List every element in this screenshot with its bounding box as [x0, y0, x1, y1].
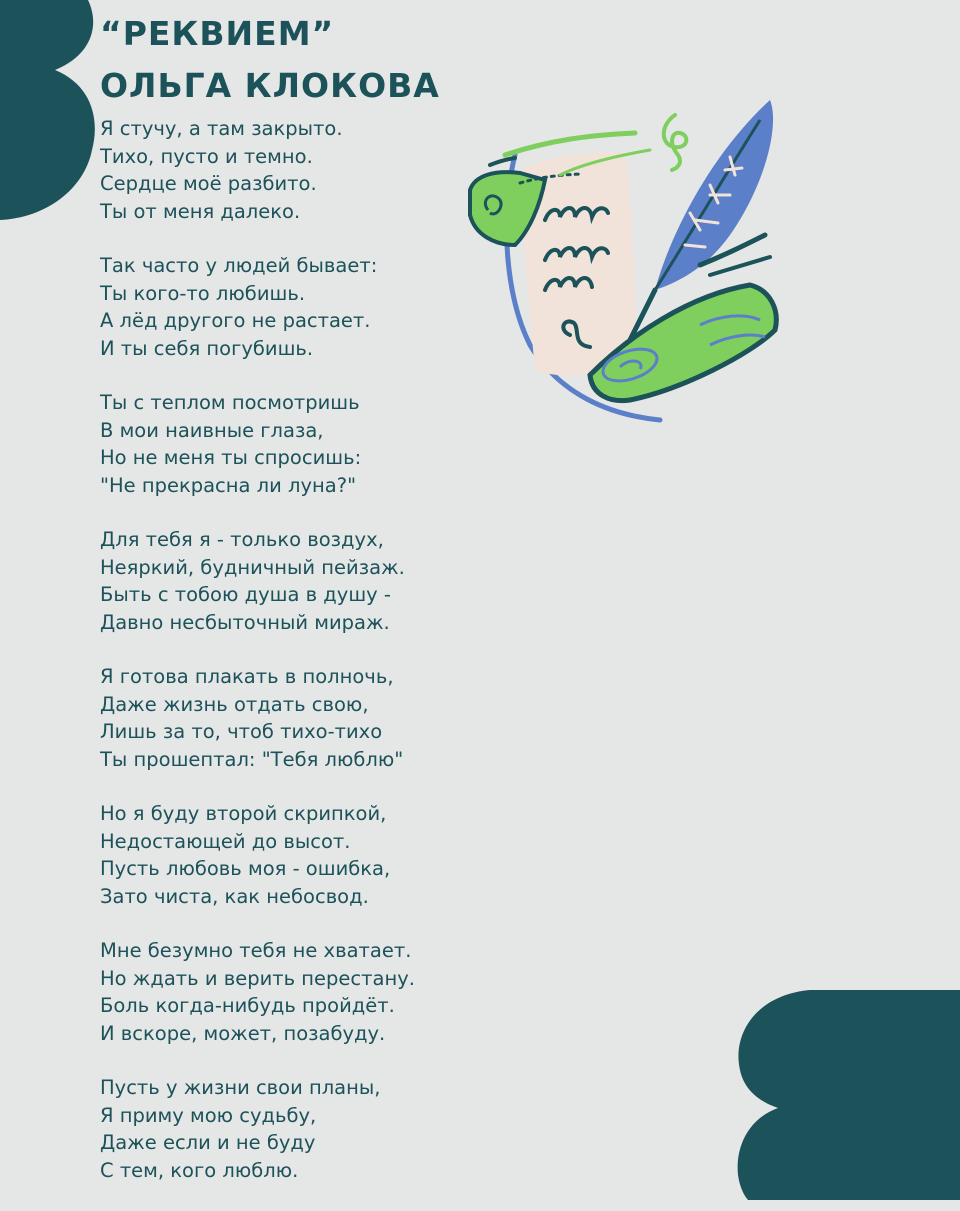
poem-line: Я стучу, а там закрыто. [100, 117, 343, 140]
poem-title-name: “РЕКВИЕМ” [100, 14, 335, 53]
stanza [100, 663, 660, 773]
poem-line: Недостающей до высот. [100, 829, 351, 853]
stanza [100, 526, 660, 636]
poem-line: Но я буду второй скрипкой, [100, 802, 387, 825]
poem-line: Ты прошептал: "Тебя люблю" [100, 747, 404, 771]
poem-line: Зато чиста, как небосвод. [100, 884, 369, 908]
poem-line: Я готова плакать в полночь, [100, 665, 394, 688]
stanza [100, 115, 660, 225]
poem-line: "Не прекрасна ли луна?" [100, 473, 357, 497]
poem-line: И ты себя погубишь. [100, 336, 314, 360]
poem-line: А лёд другого не растает. [100, 309, 371, 332]
poem-line: Неяркий, будничный пейзаж. [100, 555, 405, 579]
poem-line: Даже если и не буду [100, 1131, 316, 1154]
poem-line: Ты от меня далеко. [100, 199, 301, 223]
poem-line: Тихо, пусто и темно. [100, 144, 313, 168]
poem-line: В мои наивные глаза, [100, 418, 324, 442]
poem-line: Лишь за то, чтоб тихо-тихо [100, 720, 383, 743]
poem-title [100, 8, 440, 112]
poem-line: Даже жизнь отдать свою, [100, 692, 369, 716]
poem-line: Но не меня ты спросишь: [100, 446, 362, 469]
poem-line: Так часто у людей бывает: [100, 254, 378, 277]
stanza [100, 937, 660, 1047]
poem-line: Пусть любовь моя - ошибка, [100, 857, 391, 880]
poem-line: Боль когда-нибудь пройдёт. [100, 994, 395, 1017]
poem-line: Для тебя я - только воздух, [100, 528, 384, 551]
poem-body [100, 115, 660, 1211]
decorative-blob-top-left [0, 0, 100, 230]
poem-line: Пусть у жизни свои планы, [100, 1076, 381, 1099]
poem-line: Сердце моё разбито. [100, 172, 317, 195]
poem-line: Ты с теплом посмотришь [100, 391, 360, 414]
poem-author: ОЛЬГА КЛОКОВА [100, 66, 440, 105]
stanza [100, 389, 660, 499]
poem-line: С тем, кого люблю. [100, 1158, 299, 1182]
poem-line: Мне безумно тебя не хватает. [100, 939, 412, 962]
poem-line: Но ждать и верить перестану. [100, 966, 415, 990]
poem-line: Давно несбыточный мираж. [100, 610, 390, 634]
poem-line: Ты кого-то любишь. [100, 281, 306, 305]
stanza [100, 252, 660, 362]
poem-line: Быть с тобою душа в душу - [100, 583, 391, 606]
poem-line: И вскоре, может, позабуду. [100, 1021, 386, 1045]
stanza [100, 800, 660, 910]
decorative-blob-bottom-right [730, 990, 960, 1200]
poem-line: Я приму мою судьбу, [100, 1103, 317, 1127]
stanza [100, 1074, 660, 1184]
